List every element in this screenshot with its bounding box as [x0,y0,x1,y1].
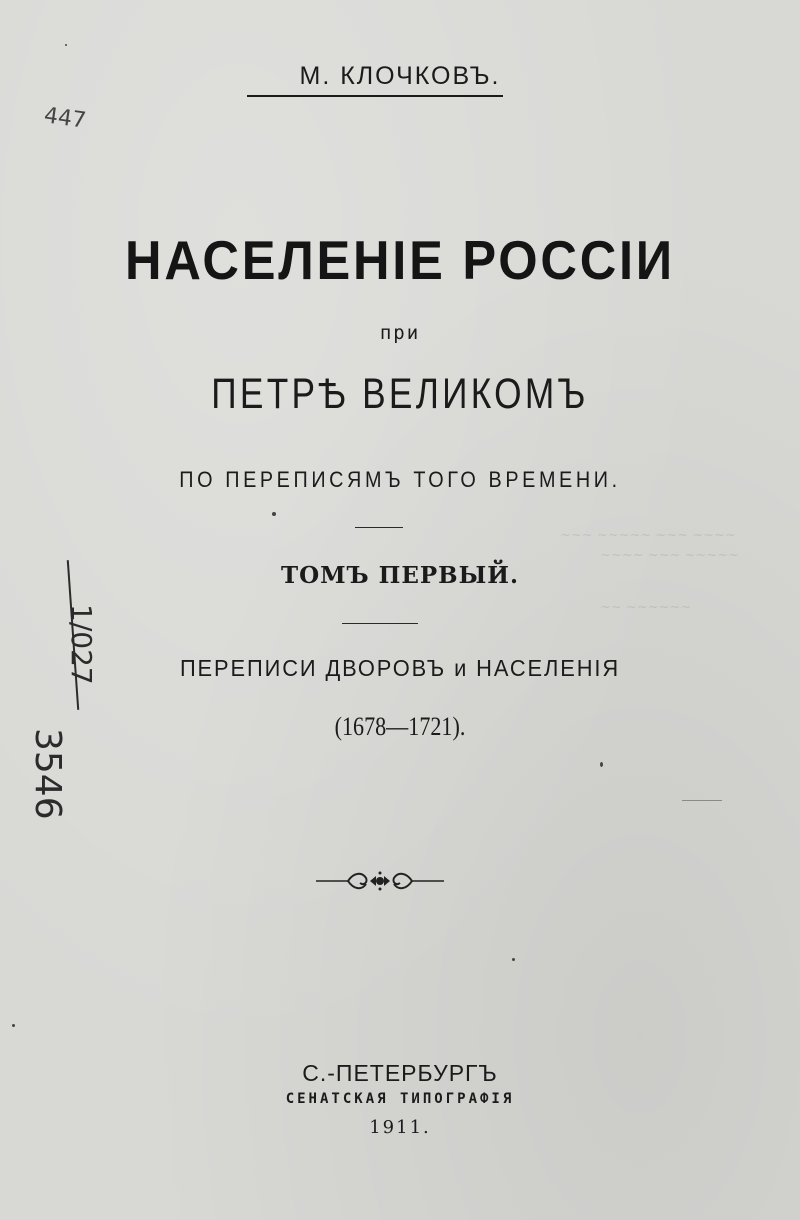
handwritten-note: 447 [42,103,88,134]
bleed-through: ~~ ~~~~~~ [600,600,692,615]
book-subtitle: ПО ПЕРЕПИСЯМЪ ТОГО ВРЕМЕНИ. [179,467,621,492]
scan-speck [512,958,515,961]
author-underline [247,95,503,97]
scan-speck [600,762,603,767]
publication-year: 1911. [369,1117,431,1138]
book-subject: ПЕТРѢ ВЕЛИКОМЪ [211,370,589,418]
year-range: (1678—1721). [334,712,466,741]
handwritten-shelf-number: 3546 [27,728,68,820]
handwritten-side-note: 1/027 [65,604,98,685]
volume-label: ТОМЪ ПЕРВЫЙ. [281,562,519,589]
book-title: НАСЕЛЕНІЕ РОССІИ [125,229,675,291]
bleed-through: ~~~ ~~~~~ ~~~ ~~~~ [560,528,736,543]
scan-speck [65,44,67,46]
vignette-ornament [310,866,450,896]
author-name: М. КЛОЧКОВЪ. [299,62,501,90]
divider-rule [342,623,418,624]
scan-speck [12,1024,15,1027]
title-connector: при [379,322,421,344]
part-title: ПЕРЕПИСИ ДВОРОВЪ и НАСЕЛЕНІЯ [179,655,621,681]
publication-city: С.-ПЕТЕРБУРГЪ [302,1060,498,1086]
bleed-through: ~~~~ ~~~ ~~~~~ [600,548,739,563]
publisher: СЕНАТСКАЯ ТИПОГРАФІЯ [285,1091,515,1107]
divider-rule [355,527,403,528]
scan-mark [682,800,722,801]
scan-speck [272,512,276,516]
